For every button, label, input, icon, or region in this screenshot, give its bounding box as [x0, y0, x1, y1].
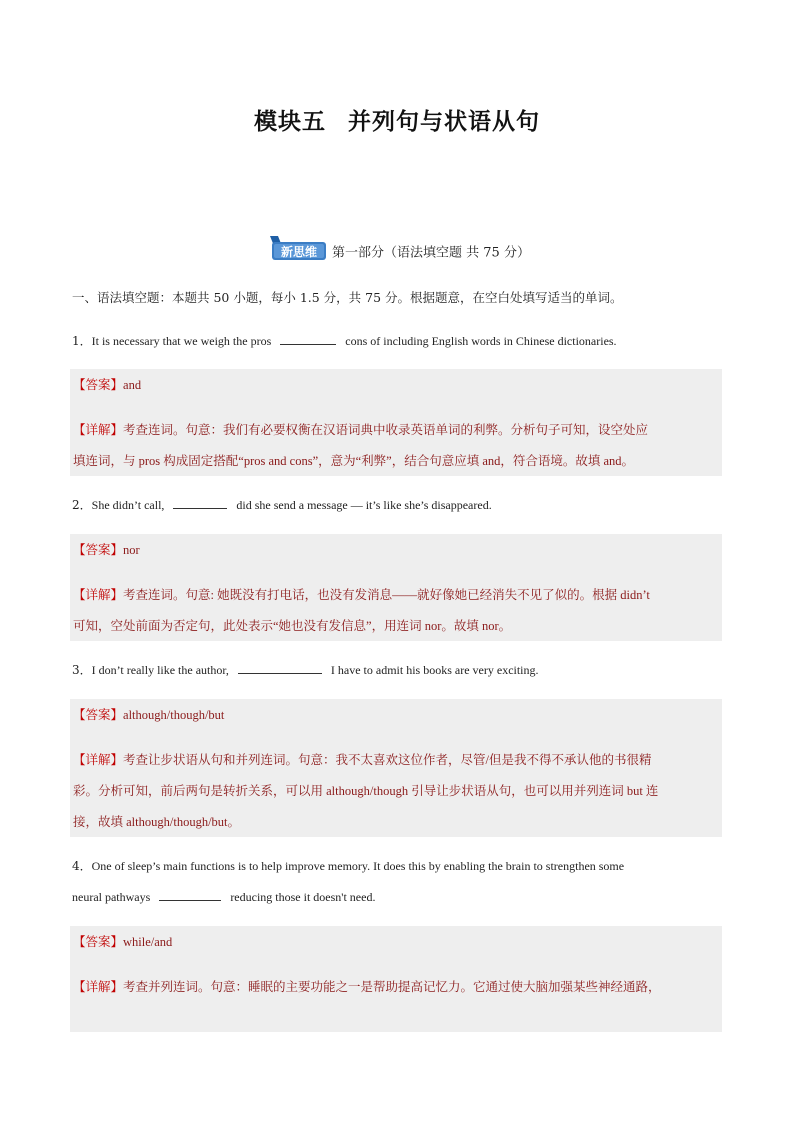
answer-box-3	[70, 699, 722, 837]
detail-row	[70, 744, 722, 776]
detail-label: 【详解】	[73, 752, 124, 767]
answer-blank	[238, 659, 322, 674]
answer-box-2	[70, 534, 722, 641]
detail-row	[70, 971, 722, 1003]
title-part-1: 模块五	[254, 109, 326, 135]
question-text-before: neural pathways	[72, 890, 154, 904]
question-4	[72, 851, 732, 913]
answer-row	[70, 369, 722, 400]
answer-row	[70, 926, 722, 957]
detail-text: 可知，空处前面为否定句，此处表示“她也没有发信息”，用连词 nor。故填 nor。	[73, 619, 512, 633]
detail-text: 填连词，与 pros 构成固定搭配“pros and cons”，意为“利弊”，结合句意应填 and，符合语境。故填 and。	[73, 454, 635, 468]
question-3	[72, 655, 732, 686]
answer-row	[70, 534, 722, 565]
section-heading	[0, 234, 794, 268]
answer-label: 【答案】	[73, 707, 124, 722]
page-title	[0, 103, 794, 136]
answer-value: nor	[123, 543, 140, 557]
question-text-after: cons of including English words in Chinese dictionaries.	[342, 334, 617, 348]
instructions: 一、语法填空题：本题共 50 小题，每小 1.5 分，共 75 分。根据题意，在空白处填写适当的单词。	[72, 290, 623, 305]
question-text-before: It is necessary that we weigh the pros	[91, 334, 275, 348]
question-text-after: I have to admit his books are very exciting.	[327, 663, 539, 677]
answer-row	[70, 699, 722, 730]
answer-blank	[173, 494, 227, 509]
title-part-2: 并列句与状语从句	[348, 109, 540, 135]
detail-label: 【详解】	[73, 979, 124, 994]
question-1	[72, 326, 732, 357]
detail-text: 彩。分析可知，前后两句是转折关系，可以用 although/though 引导让步状语从句，也可以用并列连词 but 连	[73, 784, 659, 798]
detail-row	[70, 414, 722, 446]
answer-value: although/though/but	[123, 708, 225, 722]
answer-box-1	[70, 369, 722, 476]
question-2	[72, 490, 732, 521]
answer-label: 【答案】	[73, 934, 124, 949]
answer-value: while/and	[123, 935, 173, 949]
answer-label: 【答案】	[73, 542, 124, 557]
answer-box-4	[70, 926, 722, 1032]
question-text-line-1: One of sleep’s main functions is to help improve memory. It does this by enabling the brain to strengthen some	[91, 859, 625, 873]
new-thinking-badge-icon	[264, 234, 330, 268]
detail-row	[70, 579, 722, 611]
question-text-before: I don’t really like the author,	[91, 663, 232, 677]
question-number: 2．	[72, 498, 92, 512]
answer-blank	[280, 330, 336, 345]
question-text-after: reducing those it doesn't need.	[227, 890, 376, 904]
detail-text: 考查并列连词。句意：睡眠的主要功能之一是帮助提高记忆力。它通过使大脑加强某些神经通路，	[123, 980, 661, 994]
detail-text: 接，故填 although/though/but。	[73, 815, 241, 829]
answer-value: and	[123, 378, 142, 392]
question-number: 3．	[72, 663, 92, 677]
detail-label: 【详解】	[73, 422, 124, 437]
question-number: 1．	[72, 334, 92, 348]
detail-text: 考查连词。句意: 她既没有打电话，也没有发消息——就好像她已经消失不见了似的。根据 didn’t	[123, 588, 650, 602]
answer-label: 【答案】	[73, 377, 124, 392]
section-title: 第一部分（语法填空题 共 75 分）	[332, 245, 530, 261]
answer-blank	[159, 886, 221, 901]
detail-label: 【详解】	[73, 587, 124, 602]
badge-label: 新思维	[281, 245, 318, 259]
detail-text: 考查连词。句意：我们有必要权衡在汉语词典中收录英语单词的利弊。分析句子可知，设空处应	[123, 423, 649, 437]
question-number: 4．	[72, 859, 92, 873]
question-text-after: did she send a message — it’s like she’s disappeared.	[233, 498, 492, 512]
question-text-before: She didn’t call,	[91, 498, 168, 512]
detail-text: 考查让步状语从句和并列连词。句意：我不太喜欢这位作者，尽管/但是我不得不承认他的书很精	[123, 753, 652, 767]
